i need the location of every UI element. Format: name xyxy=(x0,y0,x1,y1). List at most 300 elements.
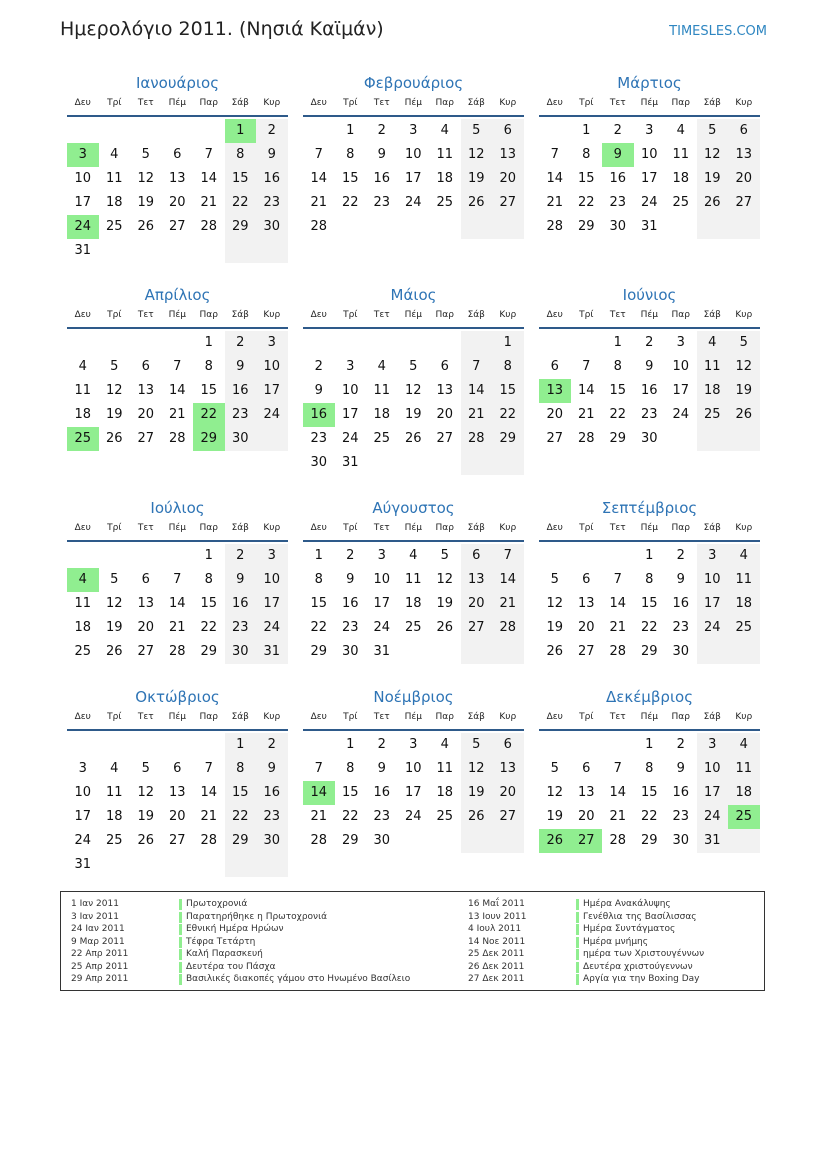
day-cell: 3 xyxy=(676,335,685,350)
day-cell: 18 xyxy=(373,407,391,422)
day-cell: 11 xyxy=(373,383,391,398)
weekday-header: Δευ xyxy=(74,310,91,320)
day-cell: 24 xyxy=(341,431,359,446)
weekday-header: Τρί xyxy=(107,98,122,108)
day-cell: 16 xyxy=(672,596,690,611)
day-cell: 10 xyxy=(256,355,288,379)
holiday-day-cell: 29 xyxy=(193,427,225,451)
day-cell: 26 xyxy=(105,644,123,659)
day-cell: 23 xyxy=(672,809,690,824)
day-cell: 26 xyxy=(137,219,155,234)
day-cell: 26 xyxy=(697,191,729,215)
day-cell: 5 xyxy=(110,572,119,587)
day-cell: 23 xyxy=(225,403,257,427)
day-cell: 29 xyxy=(310,644,328,659)
legend-holiday-name: ημέρα των Χριστουγέννων xyxy=(583,949,705,959)
day-cell: 8 xyxy=(346,761,355,776)
day-cell: 28 xyxy=(492,616,524,640)
day-cell: 20 xyxy=(436,407,454,422)
day-cell: 10 xyxy=(256,568,288,592)
weekday-header: Κυρ xyxy=(499,712,517,722)
day-cell: 1 xyxy=(346,123,355,138)
weekday-header: Κυρ xyxy=(263,310,281,320)
day-cell: 20 xyxy=(168,809,186,824)
header-divider xyxy=(303,327,524,329)
day-cell: 18 xyxy=(672,171,690,186)
day-cell: 9 xyxy=(676,572,685,587)
day-cell: 22 xyxy=(609,407,627,422)
day-cell: 14 xyxy=(492,568,524,592)
legend-date: 26 Δεκ 2011 xyxy=(468,961,525,972)
day-cell: 17 xyxy=(697,781,729,805)
day-cell: 25 xyxy=(105,219,123,234)
day-cell: 16 xyxy=(672,785,690,800)
day-cell: 3 xyxy=(256,544,288,568)
month-name: Οκτώβριος xyxy=(135,688,220,706)
day-cell: 20 xyxy=(492,167,524,191)
day-cell: 21 xyxy=(609,620,627,635)
day-cell: 15 xyxy=(640,596,658,611)
day-cell: 17 xyxy=(672,383,690,398)
weekday-header: Παρ xyxy=(671,523,690,533)
weekend-blank xyxy=(256,853,288,877)
day-cell: 8 xyxy=(204,359,213,374)
day-cell: 4 xyxy=(440,737,449,752)
day-cell: 1 xyxy=(645,737,654,752)
day-cell: 6 xyxy=(582,761,591,776)
day-cell: 5 xyxy=(461,733,493,757)
day-cell: 16 xyxy=(373,171,391,186)
day-cell: 18 xyxy=(105,809,123,824)
day-cell: 15 xyxy=(492,379,524,403)
legend-holiday-name: Πρωτοχρονιά xyxy=(186,899,248,909)
day-cell: 20 xyxy=(168,195,186,210)
month-block xyxy=(539,686,760,848)
day-cell: 17 xyxy=(74,809,92,824)
day-cell: 4 xyxy=(728,733,760,757)
day-cell: 11 xyxy=(697,355,729,379)
day-cell: 25 xyxy=(74,644,92,659)
day-cell: 28 xyxy=(310,833,328,848)
weekend-blank xyxy=(697,215,729,239)
day-cell: 27 xyxy=(436,431,454,446)
day-cell: 6 xyxy=(461,544,493,568)
day-cell: 27 xyxy=(728,191,760,215)
day-cell: 24 xyxy=(404,195,422,210)
weekday-header: Δευ xyxy=(310,712,327,722)
day-cell: 10 xyxy=(697,757,729,781)
day-cell: 8 xyxy=(645,761,654,776)
day-cell: 28 xyxy=(200,833,218,848)
day-cell: 2 xyxy=(377,123,386,138)
day-cell: 6 xyxy=(173,761,182,776)
day-cell: 30 xyxy=(256,829,288,853)
weekday-header: Κυρ xyxy=(499,98,517,108)
weekend-blank xyxy=(492,640,524,664)
day-cell: 31 xyxy=(640,219,658,234)
day-cell: 28 xyxy=(461,427,493,451)
day-cell: 3 xyxy=(409,123,418,138)
day-cell: 7 xyxy=(550,147,559,162)
day-cell: 13 xyxy=(728,143,760,167)
day-cell: 22 xyxy=(200,620,218,635)
day-cell: 3 xyxy=(409,737,418,752)
day-cell: 16 xyxy=(225,592,257,616)
weekday-header: Παρ xyxy=(435,712,454,722)
day-cell: 7 xyxy=(613,761,622,776)
weekday-header: Πέμ xyxy=(640,712,658,722)
day-cell: 4 xyxy=(409,548,418,563)
day-cell: 27 xyxy=(492,805,524,829)
month-block xyxy=(67,686,288,872)
day-cell: 15 xyxy=(609,383,627,398)
day-cell: 11 xyxy=(672,147,690,162)
day-cell: 4 xyxy=(440,123,449,138)
weekday-header: Κυρ xyxy=(263,712,281,722)
day-cell: 18 xyxy=(74,620,92,635)
legend-holiday-name: Δευτέρα χριστούγεννων xyxy=(583,961,693,972)
month-name: Ιούλιος xyxy=(150,499,205,517)
day-cell: 23 xyxy=(373,195,391,210)
month-name: Μάιος xyxy=(390,286,437,304)
day-cell: 13 xyxy=(577,596,595,611)
day-cell: 4 xyxy=(728,544,760,568)
day-cell: 22 xyxy=(341,809,359,824)
weekday-header: Σάβ xyxy=(467,310,485,320)
day-cell: 14 xyxy=(461,379,493,403)
day-cell: 19 xyxy=(436,596,454,611)
day-cell: 17 xyxy=(404,171,422,186)
day-cell: 2 xyxy=(314,359,323,374)
weekday-header: Πέμ xyxy=(168,523,186,533)
weekday-header: Πέμ xyxy=(404,523,422,533)
day-cell: 23 xyxy=(256,805,288,829)
day-cell: 31 xyxy=(74,857,92,872)
weekend-blank xyxy=(461,451,493,475)
day-cell: 16 xyxy=(341,596,359,611)
day-cell: 7 xyxy=(582,359,591,374)
legend-marker xyxy=(179,949,182,960)
weekend-blank xyxy=(256,239,288,263)
day-cell: 5 xyxy=(141,761,150,776)
day-cell: 14 xyxy=(546,171,564,186)
legend-date: 24 Ιαν 2011 xyxy=(71,924,125,934)
weekend-blank xyxy=(225,853,257,877)
day-cell: 12 xyxy=(461,757,493,781)
day-cell: 12 xyxy=(137,785,155,800)
day-cell: 12 xyxy=(105,383,123,398)
day-cell: 2 xyxy=(346,548,355,563)
day-cell: 19 xyxy=(137,195,155,210)
day-cell: 13 xyxy=(577,785,595,800)
day-cell: 13 xyxy=(137,383,155,398)
day-cell: 13 xyxy=(137,596,155,611)
weekday-header: Κυρ xyxy=(735,523,753,533)
day-cell: 1 xyxy=(314,548,323,563)
legend-date: 22 Απρ 2011 xyxy=(71,949,129,959)
day-cell: 17 xyxy=(74,195,92,210)
day-cell: 10 xyxy=(74,171,92,186)
day-cell: 9 xyxy=(346,572,355,587)
day-cell: 2 xyxy=(225,331,257,355)
day-cell: 26 xyxy=(137,833,155,848)
weekend-blank xyxy=(697,427,729,451)
day-cell: 30 xyxy=(609,219,627,234)
day-cell: 19 xyxy=(546,809,564,824)
day-cell: 27 xyxy=(461,616,493,640)
weekday-header: Δευ xyxy=(310,310,327,320)
day-cell: 10 xyxy=(341,383,359,398)
header-divider xyxy=(303,115,524,117)
weekend-blank xyxy=(461,215,493,239)
day-cell: 22 xyxy=(310,620,328,635)
day-cell: 1 xyxy=(613,335,622,350)
weekday-header: Σάβ xyxy=(231,712,249,722)
day-cell: 21 xyxy=(546,195,564,210)
day-cell: 11 xyxy=(74,383,92,398)
weekend-blank xyxy=(492,215,524,239)
weekday-header: Πέμ xyxy=(168,310,186,320)
weekday-header: Δευ xyxy=(74,523,91,533)
legend-date: 4 Ιουλ 2011 xyxy=(468,924,522,934)
weekday-header: Δευ xyxy=(74,98,91,108)
weekday-header: Παρ xyxy=(199,98,218,108)
day-cell: 9 xyxy=(377,761,386,776)
day-cell: 23 xyxy=(341,620,359,635)
day-cell: 12 xyxy=(728,355,760,379)
day-cell: 6 xyxy=(550,359,559,374)
day-cell: 5 xyxy=(461,119,493,143)
weekend-blank xyxy=(728,427,760,451)
day-cell: 25 xyxy=(436,809,454,824)
legend-date: 25 Δεκ 2011 xyxy=(468,949,525,959)
weekday-header: Τρί xyxy=(579,712,594,722)
day-cell: 24 xyxy=(640,195,658,210)
legend-date: 27 Δεκ 2011 xyxy=(468,974,525,984)
day-cell: 25 xyxy=(404,620,422,635)
day-cell: 30 xyxy=(640,431,658,446)
header-divider xyxy=(539,540,760,542)
day-cell: 13 xyxy=(492,143,524,167)
holiday-day-cell: 27 xyxy=(571,829,603,853)
day-cell: 4 xyxy=(110,761,119,776)
day-cell: 21 xyxy=(577,407,595,422)
day-cell: 30 xyxy=(310,455,328,470)
day-cell: 30 xyxy=(672,644,690,659)
day-cell: 2 xyxy=(676,737,685,752)
legend-marker xyxy=(179,937,182,948)
legend-marker xyxy=(576,974,579,985)
day-cell: 26 xyxy=(105,431,123,446)
holiday-day-cell: 24 xyxy=(67,215,99,239)
day-cell: 23 xyxy=(256,191,288,215)
day-cell: 6 xyxy=(728,119,760,143)
day-cell: 8 xyxy=(314,572,323,587)
weekday-header: Σάβ xyxy=(467,523,485,533)
day-cell: 19 xyxy=(404,407,422,422)
day-cell: 16 xyxy=(256,781,288,805)
weekday-header: Παρ xyxy=(199,523,218,533)
day-cell: 20 xyxy=(461,592,493,616)
weekend-blank xyxy=(728,829,760,853)
day-cell: 15 xyxy=(225,167,257,191)
day-cell: 2 xyxy=(225,544,257,568)
legend-marker xyxy=(576,924,579,935)
legend-holiday-name: Ημέρα μνήμης xyxy=(583,936,649,947)
header-divider xyxy=(67,540,288,542)
day-cell: 29 xyxy=(640,644,658,659)
weekday-header: Κυρ xyxy=(735,98,753,108)
day-cell: 9 xyxy=(645,359,654,374)
day-cell: 31 xyxy=(697,829,729,853)
day-cell: 5 xyxy=(728,331,760,355)
weekday-header: Τετ xyxy=(137,712,154,722)
month-name: Δεκέμβριος xyxy=(605,688,693,706)
day-cell: 25 xyxy=(728,616,760,640)
day-cell: 1 xyxy=(204,548,213,563)
day-cell: 2 xyxy=(377,737,386,752)
day-cell: 16 xyxy=(256,167,288,191)
day-cell: 6 xyxy=(173,147,182,162)
day-cell: 15 xyxy=(341,171,359,186)
legend-date: 25 Απρ 2011 xyxy=(71,961,129,972)
day-cell: 19 xyxy=(697,167,729,191)
day-cell: 24 xyxy=(672,407,690,422)
day-cell: 22 xyxy=(492,403,524,427)
day-cell: 27 xyxy=(546,431,564,446)
weekday-header: Τετ xyxy=(137,310,154,320)
day-cell: 10 xyxy=(672,359,690,374)
day-cell: 27 xyxy=(577,644,595,659)
day-cell: 30 xyxy=(256,215,288,239)
header-divider xyxy=(539,115,760,117)
day-cell: 25 xyxy=(105,833,123,848)
weekday-header: Τρί xyxy=(107,310,122,320)
header-divider xyxy=(67,729,288,731)
day-cell: 29 xyxy=(609,431,627,446)
day-cell: 8 xyxy=(645,572,654,587)
month-block xyxy=(303,72,524,234)
day-cell: 28 xyxy=(200,219,218,234)
day-cell: 20 xyxy=(577,620,595,635)
day-cell: 1 xyxy=(204,335,213,350)
day-cell: 7 xyxy=(492,544,524,568)
brand-link[interactable]: TIMESLES.COM xyxy=(669,24,767,39)
day-cell: 31 xyxy=(373,644,391,659)
weekday-header: Τετ xyxy=(373,523,390,533)
weekday-header: Παρ xyxy=(435,98,454,108)
day-cell: 11 xyxy=(105,785,123,800)
weekday-header: Παρ xyxy=(435,310,454,320)
header-divider xyxy=(67,115,288,117)
day-cell: 5 xyxy=(409,359,418,374)
day-cell: 9 xyxy=(377,147,386,162)
day-cell: 18 xyxy=(436,171,454,186)
weekday-header: Δευ xyxy=(546,523,563,533)
month-block xyxy=(303,686,524,848)
holiday-day-cell: 26 xyxy=(539,829,571,853)
day-cell: 22 xyxy=(341,195,359,210)
day-cell: 1 xyxy=(492,331,524,355)
day-cell: 26 xyxy=(728,403,760,427)
day-cell: 22 xyxy=(577,195,595,210)
day-cell: 18 xyxy=(728,592,760,616)
day-cell: 23 xyxy=(373,809,391,824)
day-cell: 22 xyxy=(640,620,658,635)
day-cell: 24 xyxy=(74,833,92,848)
legend-marker xyxy=(179,924,182,935)
day-cell: 15 xyxy=(341,785,359,800)
day-cell: 11 xyxy=(105,171,123,186)
weekday-header: Πέμ xyxy=(404,98,422,108)
month-block xyxy=(539,284,760,446)
month-name: Απρίλιος xyxy=(144,286,211,304)
legend-marker xyxy=(179,912,182,923)
weekday-header: Πέμ xyxy=(640,310,658,320)
day-cell: 21 xyxy=(310,809,328,824)
day-cell: 21 xyxy=(200,195,218,210)
day-cell: 26 xyxy=(546,644,564,659)
day-cell: 24 xyxy=(404,809,422,824)
day-cell: 20 xyxy=(546,407,564,422)
holiday-day-cell: 22 xyxy=(193,403,225,427)
day-cell: 9 xyxy=(314,383,323,398)
day-cell: 23 xyxy=(640,407,658,422)
day-cell: 15 xyxy=(577,171,595,186)
day-cell: 27 xyxy=(137,644,155,659)
weekday-header: Τρί xyxy=(343,712,358,722)
weekday-header: Δευ xyxy=(546,310,563,320)
day-cell: 28 xyxy=(577,431,595,446)
day-cell: 18 xyxy=(404,596,422,611)
day-cell: 23 xyxy=(225,616,257,640)
day-cell: 13 xyxy=(461,568,493,592)
holiday-day-cell: 14 xyxy=(303,781,335,805)
weekday-header: Τρί xyxy=(343,98,358,108)
header-divider xyxy=(303,540,524,542)
day-cell: 4 xyxy=(676,123,685,138)
day-cell: 21 xyxy=(461,403,493,427)
day-cell: 31 xyxy=(341,455,359,470)
legend-date: 3 Ιαν 2011 xyxy=(71,911,119,922)
weekday-header: Σάβ xyxy=(467,712,485,722)
weekday-header: Σάβ xyxy=(231,310,249,320)
day-cell: 5 xyxy=(697,119,729,143)
weekday-header: Δευ xyxy=(74,712,91,722)
day-cell: 9 xyxy=(225,355,257,379)
legend-holiday-name: Βασιλικές διακοπές γάμου στο Ηνωμένο Βασίλειο xyxy=(186,974,411,984)
legend-marker xyxy=(179,962,182,973)
day-cell: 12 xyxy=(436,572,454,587)
day-cell: 7 xyxy=(173,572,182,587)
day-cell: 13 xyxy=(492,757,524,781)
day-cell: 8 xyxy=(346,147,355,162)
holiday-day-cell: 13 xyxy=(539,379,571,403)
day-cell: 16 xyxy=(373,785,391,800)
day-cell: 21 xyxy=(609,809,627,824)
holiday-day-cell: 1 xyxy=(225,119,257,143)
legend-date: 16 Μαΐ 2011 xyxy=(468,899,525,909)
legend-holiday-name: Αργία για την Boxing Day xyxy=(583,974,700,984)
weekday-header: Τρί xyxy=(343,523,358,533)
day-cell: 10 xyxy=(74,785,92,800)
day-cell: 6 xyxy=(141,572,150,587)
day-cell: 21 xyxy=(492,592,524,616)
day-cell: 5 xyxy=(141,147,150,162)
day-cell: 22 xyxy=(225,805,257,829)
weekday-header: Κυρ xyxy=(263,523,281,533)
weekend-blank xyxy=(697,640,729,664)
